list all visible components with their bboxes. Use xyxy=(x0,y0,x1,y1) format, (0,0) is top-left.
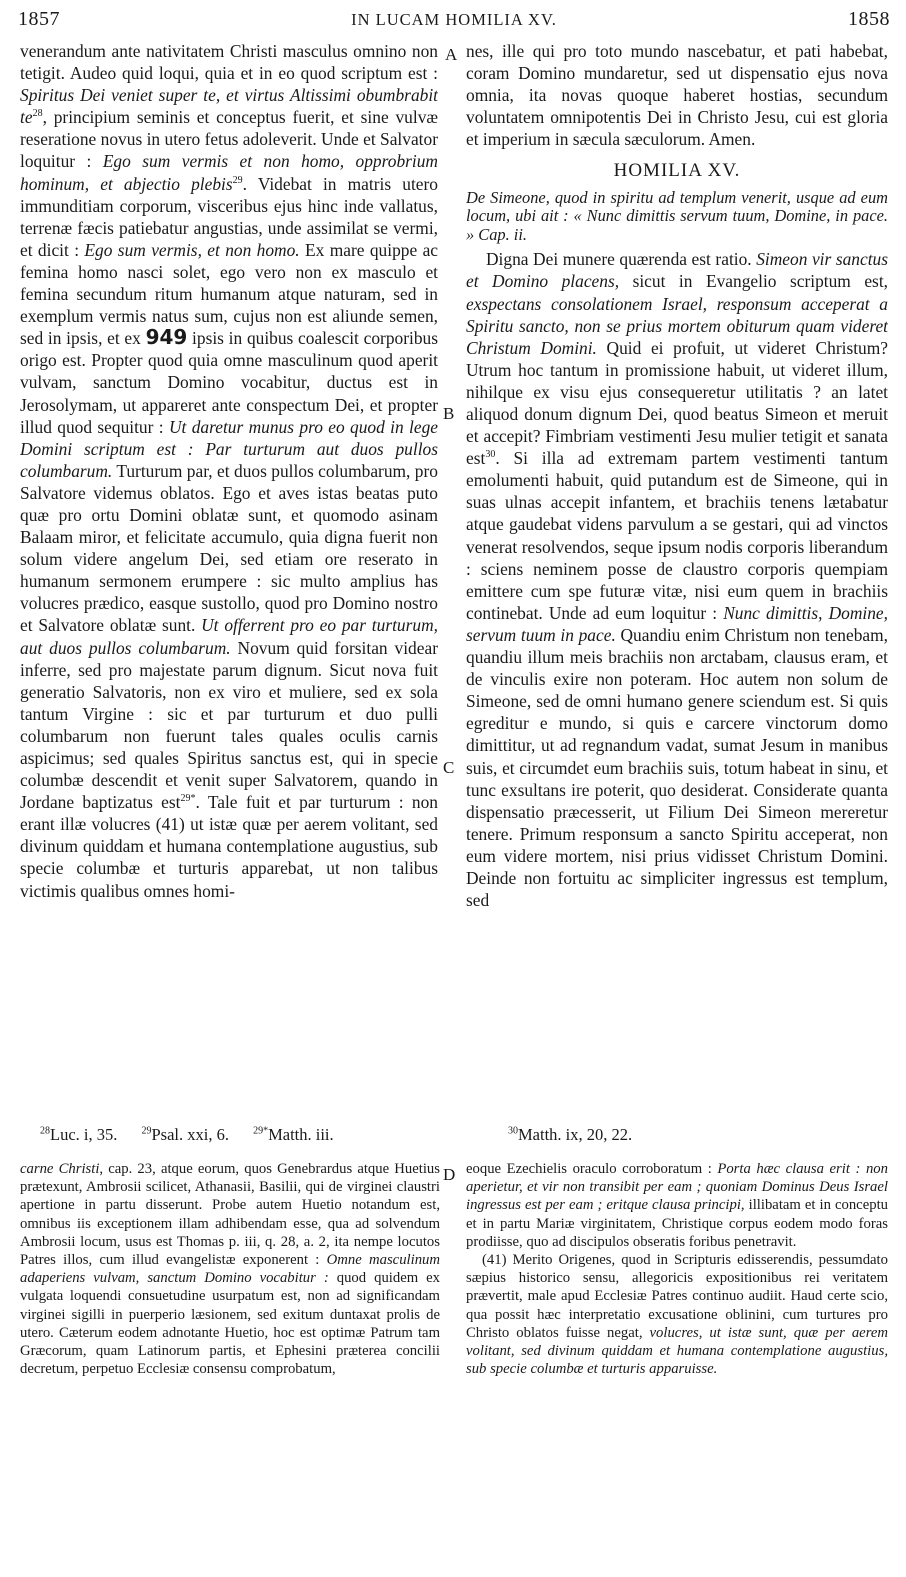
footnote-29 xyxy=(142,1125,239,1145)
text-run: Quid ei profuit, ut videret Christum? Utrum hoc tantum in promissione habuit, ut videret illum, nihilque ex visu ejus consequeretur utilitatis ? an latet aliquod donum dignum Dei, quod beatus Simeon et meruit et accepit? Fimbriam vestimenti Jesu mulier tetigit et sanata est xyxy=(466,337,888,469)
footnote-30 xyxy=(508,1125,642,1145)
scripture-quote: Ego sum vermis, et non homo. xyxy=(84,239,300,260)
footnote-text: Luc. i, 35. xyxy=(50,1125,118,1144)
text-run: Ex mare quippe ac femina homo nasci solet, ego vero non ex masculo et femina secundum ritum humanum atque naturam, sed in exemplum vermis natus sum, cujus non est aliunde semen, sed in ipsis, et ex xyxy=(20,239,438,349)
text-run: . Tale fuit et par turturum : non erant illæ volucres (41) ut istæ quæ per aerem volitant, sed divinum quiddam et humana contemplatione augustius, sub specie columbæ et turturis apparebat, ut non talibus victimis qualibus omnes homi- xyxy=(20,792,438,901)
section-marker-b: B xyxy=(443,404,455,423)
footnote-number: 29* xyxy=(253,1125,269,1137)
note-text: (41) Merito Origenes, quod in Scripturis edisserendis, pessumdato sæpius historico sensu, allegoricis expositionibus rei veritatem prævertit, male apud Ecclesiæ Patres continuo audiit. Haud certe scio, qua possit hæc interpretatio excusatione oblinini, cum turtures pro Christo oblatos fuisse negat, xyxy=(466,1252,888,1341)
footnote-28 xyxy=(40,1125,127,1145)
note-text: illibatam et in conceptu et in partu Mariæ virginitatem, Christique corpus eodem modo foras prodiisse, quo ad discipulos obseratis foribus penetravit. xyxy=(466,1197,888,1250)
scripture-quote: Ut daretur munus pro eo quod in lege Domini scriptum est : Par turturum aut duos pullos columbarum. xyxy=(20,416,438,481)
section-marker-c: C xyxy=(443,758,455,777)
note-paragraph xyxy=(466,1160,888,1251)
text-run: . Videbat in matris utero immunditiam corporum, visceribus ejus hinc inde vallatus, terrenæ fæcis patiebatur angustias, unde assimilat se vermi, et dicit : xyxy=(20,173,438,260)
left-paragraph xyxy=(20,40,438,902)
note-paragraph xyxy=(466,1251,888,1378)
column-number-right: 1858 xyxy=(848,8,890,30)
footnote-text: Matth. ix, 20, 22. xyxy=(518,1125,633,1144)
footnote-number: 28 xyxy=(40,1125,50,1137)
scripture-quote: exspectans consolationem Israel, responsum acceperat a Spiritu sancto, non se prius mortem obiturum quam videret Christum Domini. xyxy=(466,293,888,358)
text-run: Quandiu enim Christum non tenebam, quandiu illum meis brachiis non arctabam, clausus eram, et de vinculis exire non poteram. Hoc autem non solum de Simeone, sed de omni humano genere sciendum est. Si quis egreditur e mundo, si quis e carcere vinctorum domo dimittitur, ut ad regnandum vadat, sumat Jesum in manibus suis, et circumdet eum brachiis suis, totum habeat in sinu, et tunc exsultans ire poterit, quo desiderat. Considerate quanta dispensatio præcesserit, ut Filium Dei Simeon mereretur tenere. Primum responsum a sancto Spiritu acceperat, non eum videre mortem, nisi prius vidisset Christum Domini. Deinde non fortuitu ac simpliciter ingressus est templum, sed xyxy=(466,624,888,911)
running-head xyxy=(18,8,890,34)
note-paragraph xyxy=(20,1160,440,1378)
footnote-number: 29 xyxy=(141,1125,152,1137)
note-text: , cap. 23, atque eorum, quos Genebrardus atque Huetius prætexunt, Ambrosii scilicet, Athanasii, Basilii, qui de virginei claustri apertione in partu disserunt. Probe autem Huetio notandum est, omnibus iis exceptionem illam adhibendam esse, qua ad solvendum Ambrosii locum, usus est Thomas p. iii, q. 28, a. 2, ita nempe locutos Patres illos, cum illud evangelistæ exponerent : xyxy=(20,1161,440,1269)
text-run: , principium seminis et conceptus fuerit, et sine vulvæ reseratione novus in utero fetus adoleverit. Unde et Salvator loquitur : xyxy=(20,107,438,172)
scripture-quote: Ut offerrent pro eo par turturum, aut duos pullos columbarum. xyxy=(20,615,438,658)
text-run: ipsis in quibus coalescit corporibus origo est. Propter quod quia omne masculinum quod aperit vulvam, sanctum Domino vocabitur, ductus est in Jerosolymam, ut appareret ante conspectum Dei, et propter illud quod sequitur : xyxy=(20,328,438,437)
note-italic: Porta hæc clausa erit : non aperietur, et vir non transibit per eam ; quoniam Dominus Deus Israel ingressus est per eam ; eritque clausa principi, xyxy=(466,1161,888,1214)
text-run: Novum quid forsitan videar inferre, sed pro majestate parum dignum. Sicut nova fuit generatio Salvatoris, non ex viro et muliere, sed ex sola tantum Virgine : sic et par turturum et duo pulli columbarum non fuerunt tales quales oculis carnis aspicimus; sed quales Spiritus sanctus est, qui in specie columbæ descendit et venit super Salvatorem, quando in Jordane baptizatus est xyxy=(20,637,438,813)
editor-notes-right xyxy=(466,1160,888,1460)
homily-subtitle: De Simeone, quod in spiritu ad templum venerit, usque ad eum locum, ubi ait : « Nunc dimittis servum tuum, Domine, in pace. » Cap. ii. xyxy=(466,187,888,244)
right-paragraph: nes, ille qui pro toto mundo nascebatur, et pati habebat, coram Domino mundaretur, sed ut dispensatio ejus nova omnia, ita novas quoque haberet hostias, secundum voluntatem omnipotentis Dei in Christo Jesu, cui est gloria et imperium in sæcula sæculorum. Amen. xyxy=(466,41,888,150)
scripture-quote: Nunc dimittis, Domine, servum tuum in pace. xyxy=(466,602,888,645)
migne-column-marker: 949 xyxy=(145,325,188,350)
scripture-quote: Spiritus Dei veniet super te, et virtus Altissimi obumbrabit te xyxy=(20,85,438,128)
text-run: venerandum ante nativitatem Christi masculus omnino non tetigit. Audeo quid loqui, quia et in eo quod scriptum est : xyxy=(20,41,438,84)
note-italic: volucres, ut istæ sunt, quæ per aerem volitant, sed divinum quiddam et humana contemplatione augustius, sub specie columbæ et turturis apparuisse. xyxy=(466,1324,888,1378)
footnote-ref: 29 xyxy=(232,174,243,186)
left-text-column xyxy=(20,40,438,1098)
running-title: IN LUCAM HOMILIA XV. xyxy=(351,10,557,29)
note-italic: Omne masculinum adaperiens vulvam, sanctum Domino vocabitur : xyxy=(20,1252,440,1287)
note-text: quod quidem ex vulgata loquendi consuetudine usurpatum est, non ad significandam virginei sigilli in puerperio læsionem, sed exitum duntaxat prolis de utero. Cæterum eodem adnotante Huetio, hoc est optimæ Patrum tam Græcorum, quam Latinorum partis, et Ephesini præterea concilii decretum, perpetuo Ecclesiæ consensu comprobatum, xyxy=(20,1270,440,1378)
note-text: eoque Ezechielis oraculo corroboratum : xyxy=(466,1161,718,1177)
right-text-column xyxy=(466,40,888,1098)
footnote-number: 30 xyxy=(508,1125,518,1137)
footnote-ref: 28 xyxy=(32,108,43,120)
scripture-quote: Simeon vir sanctus et Domino placens, xyxy=(466,249,888,292)
text-run: Digna Dei munere quærenda est ratio. xyxy=(486,249,757,270)
scripture-quote: Ego sum vermis et non homo, opprobrium hominum, et abjectio plebis xyxy=(20,151,438,194)
footnote-text: Matth. iii. xyxy=(268,1125,334,1144)
column-number-left: 1857 xyxy=(18,8,60,30)
right-paragraph xyxy=(466,248,888,911)
footnote-ref: 29* xyxy=(180,793,196,805)
footnote-ref: 30 xyxy=(485,449,496,461)
text-run: sicut in Evangelio scriptum est, xyxy=(619,271,888,292)
note-italic: carne Christi xyxy=(20,1161,100,1177)
section-marker-a: A xyxy=(445,45,458,64)
footnotes xyxy=(40,1125,886,1149)
section-marker-d: D xyxy=(443,1165,456,1184)
editor-notes-left xyxy=(20,1160,440,1460)
footnote-text: Psal. xxi, 6. xyxy=(151,1125,229,1144)
text-run: Turturum par, et duos pullos columbarum, pro Salvatore videmus oblatos. Ego et aves istas beatas puto quæ pro ortu Domini oblatæ sunt, et quomodo asinam Balaam miror, et felicitate accumulo, quia digna fuerit non solum videre angelum Dei, sed etiam ore reserato in humanum sermonem erumpere : sic multo amplius has volucres prædico, easque sustollo, quod pro Domino nostro et Salvatore oblatæ sunt. xyxy=(20,460,438,636)
homily-title: HOMILIA XV. xyxy=(613,160,741,182)
footnote-29s xyxy=(253,1125,344,1145)
text-run: . Si illa ad extremam partem vestimenti tantum emolumenti habuit, quid putandum est de Simeone, qui in suas ulnas accepit infantem, et brachiis tenens lætabatur atque gaudebat videns parvulum a se gestari, qui ad vinctos venerat resolvendos, seque ipsum nodis corporis liberandum : sciens neminem posse de claustro corporis quempiam emittere cum spe futuræ vitæ, nisi eum quem in brachiis continebat. Unde ad eum loquitur : xyxy=(466,448,888,623)
